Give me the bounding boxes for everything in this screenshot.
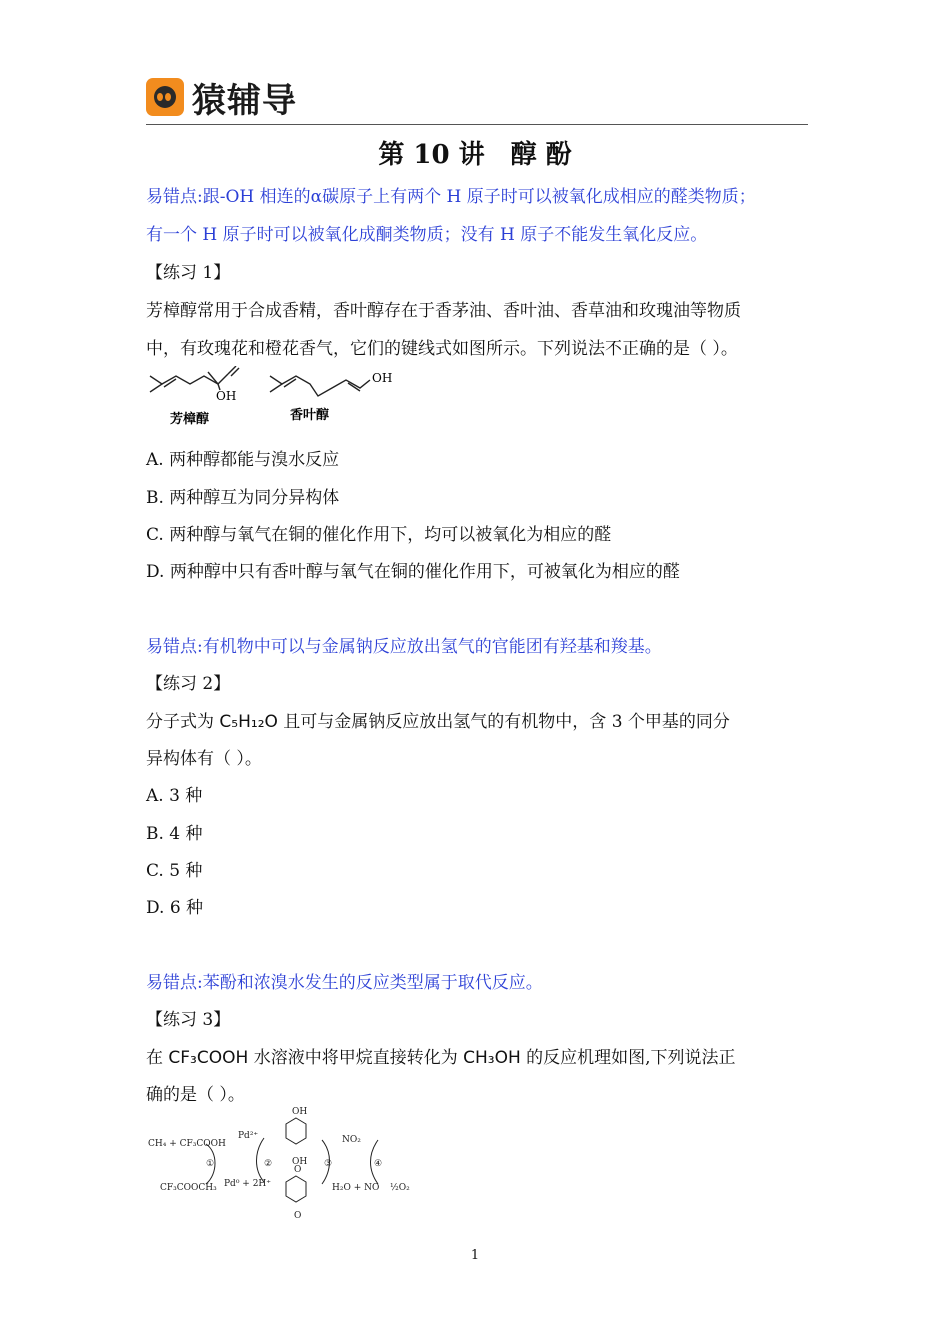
pd2-label: Pd²⁺ [238,1131,259,1141]
question-1-line-1: 芳樟醇常用于合成香精，香叶醇存在于香茅油、香叶油、香草油和玫瑰油等物质 [146,301,741,321]
question-1-line-2: 中，有玫瑰花和橙花香气，它们的键线式如图所示。下列说法不正确的是（ ）。 [146,339,738,359]
question-3-line-2: 确的是（ ）。 [146,1085,245,1105]
page-number: 1 [470,1248,480,1263]
exercise-2-heading: 【练习 2】 [146,674,231,694]
brand-logo [146,76,297,121]
option-1c: C. 两种醇与氧气在铜的催化作用下，均可以被氧化为相应的醛 [146,525,612,545]
page-title: 第 10 讲 醇 酚 [378,140,572,170]
o2-label: ½O₂ [390,1183,410,1193]
question-2-suffix: 且可与金属钠反应放出氢气的有机物中，含 3 个甲基的同分 [283,712,730,732]
quinone-o-bottom: O [294,1211,302,1221]
option-2c: C. 5 种 [146,861,203,881]
pd0-label: Pd⁰ + 2H⁺ [224,1179,272,1189]
option-2d: D. 6 种 [146,898,204,918]
exercise-1-heading: 【练习 1】 [146,263,231,283]
formula-c5h12o: C₅H₁₂O [219,712,278,732]
quinone-o-top: O [294,1165,302,1175]
no2-label: NO₂ [342,1135,361,1145]
geraniol-skeletal-formula [270,376,370,396]
question-3-mid: 水溶液中将甲烷直接转化为 [253,1048,458,1068]
option-2a: A. 3 种 [146,786,203,806]
step-2-label: ② [264,1159,273,1169]
linalool-oh-label: OH [216,389,237,403]
tip-1-line-1: 易错点:跟-OH 相连的α碳原子上有两个 H 原子时可以被氧化成相应的醛类物质； [146,187,756,207]
question-2-prefix: 分子式为 [146,712,214,732]
formula-cf3cooh: CF₃COOH [168,1048,249,1068]
header-divider [146,124,808,125]
question-2-line-1 [146,707,730,732]
monkey-logo-icon [146,78,184,116]
reaction-mechanism-figure [146,1104,416,1224]
hydroquinone-ring [286,1118,306,1144]
logo-text: 猿辅导 [192,80,297,121]
exercise-3-heading: 【练习 3】 [146,1010,231,1030]
question-3-prefix: 在 [146,1048,163,1068]
alcohol-structures-figure [146,366,396,434]
option-1b: B. 两种醇互为同分异构体 [146,488,340,508]
question-2-line-2: 异构体有（ ）。 [146,749,262,769]
product-label: CF₃COOCH₃ [160,1183,217,1193]
reactants-label: CH₄ + CF₃COOH [148,1139,226,1149]
step-3-label: ③ [324,1159,333,1169]
hydroquinone-oh-bottom: OH [292,1157,308,1167]
step-4-label: ④ [374,1159,383,1169]
option-2b: B. 4 种 [146,824,203,844]
tip-2: 易错点:有机物中可以与金属钠反应放出氢气的官能团有羟基和羧基。 [146,637,662,657]
tip-1-line-2: 有一个 H 原子时可以被氧化成酮类物质；没有 H 原子不能发生氧化反应。 [146,225,708,245]
question-3-line-1 [146,1043,736,1068]
question-3-suffix: 的反应机理如图,下列说法正 [526,1048,736,1068]
h2o-no-label: H₂O + NO [332,1183,380,1193]
benzoquinone-ring [286,1176,306,1202]
tip-3: 易错点:苯酚和浓溴水发生的反应类型属于取代反应。 [146,973,543,993]
geraniol-oh-label: OH [372,371,393,385]
option-1d: D. 两种醇中只有香叶醇与氧气在铜的催化作用下，可被氧化为相应的醛 [146,562,680,582]
hydroquinone-oh-top: OH [292,1107,308,1117]
option-1a: A. 两种醇都能与溴水反应 [146,450,340,470]
formula-ch3oh: CH₃OH [463,1048,521,1068]
step-1-label: ① [206,1159,215,1169]
linalool-name: 芳樟醇 [170,412,210,427]
cycle-arrow-2 [257,1138,265,1182]
geraniol-name: 香叶醇 [290,408,330,423]
